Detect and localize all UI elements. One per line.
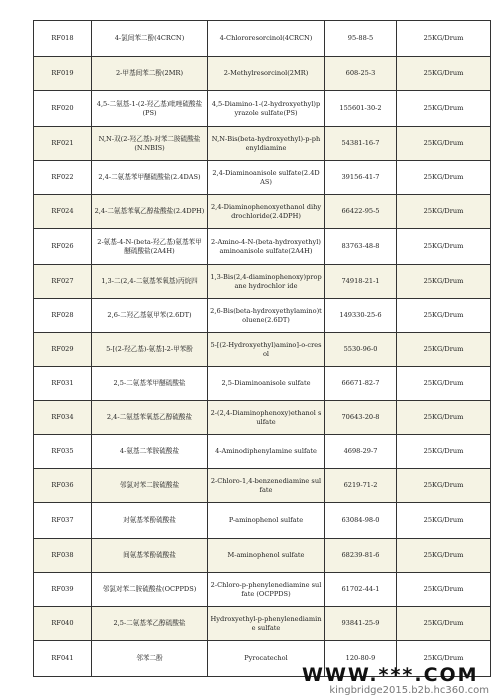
table-row [34, 195, 491, 229]
product-code-cell: RF018 [34, 21, 92, 57]
chinese-name-cell: 邻氯对苯二胺硫酸盐 [92, 469, 208, 503]
product-table [33, 20, 491, 677]
watermark-text: WWW.***.COM [302, 664, 479, 686]
table-row [34, 573, 491, 607]
cas-number-cell: 120-80-9 [325, 641, 397, 677]
english-name-cell: 2-Chloro-1,4-benzenediamine sulfate [208, 469, 325, 503]
product-sheet [33, 20, 465, 677]
english-name-cell: N,N-Bis(beta-hydroxyethyl)-p-phenyldiamine [208, 127, 325, 161]
chinese-name-cell: 2-氨基-4-N-(beta-羟乙基)氨基苯甲醚硫酸盐(2A4H) [92, 229, 208, 265]
english-name-cell: 2,4-Diaminoanisole sulfate(2.4DAS) [208, 161, 325, 195]
packaging-cell: 25KG/Drum [397, 161, 491, 195]
english-name-cell: Pyrocatechol [208, 641, 325, 677]
chinese-name-cell: 2,6-二羟乙基氨甲苯(2.6DT) [92, 299, 208, 333]
packaging-cell: 25KG/Drum [397, 195, 491, 229]
product-code-cell: RF020 [34, 91, 92, 127]
english-name-cell: 4-Chlororesorcinol(4CRCN) [208, 21, 325, 57]
chinese-name-cell: 2,4-二氨基苯氧基乙醇硫酸盐 [92, 401, 208, 435]
cas-number-cell: 66422-95-5 [325, 195, 397, 229]
product-code-cell: RF019 [34, 57, 92, 91]
chinese-name-cell: 对氨基苯酚硫酸盐 [92, 503, 208, 539]
product-code-cell: RF029 [34, 333, 92, 367]
source-url: kingbridge2015.b2b.hc360.com [329, 685, 489, 696]
chinese-name-cell: 4,5-二氨基-1-(2-羟乙基)吡唑硫酸盐(PS) [92, 91, 208, 127]
packaging-cell: 25KG/Drum [397, 539, 491, 573]
packaging-cell: 25KG/Drum [397, 21, 491, 57]
english-name-cell: 2,6-Bis(beta-hydroxyethylamino)toluene(2.6DT) [208, 299, 325, 333]
product-code-cell: RF040 [34, 607, 92, 641]
cas-number-cell: 39156-41-7 [325, 161, 397, 195]
table-row [34, 91, 491, 127]
english-name-cell: P-aminophenol sulfate [208, 503, 325, 539]
cas-number-cell: 4698-29-7 [325, 435, 397, 469]
cas-number-cell: 6219-71-2 [325, 469, 397, 503]
table-row [34, 299, 491, 333]
table-row [34, 401, 491, 435]
table-row [34, 21, 491, 57]
packaging-cell: 25KG/Drum [397, 435, 491, 469]
table-row [34, 435, 491, 469]
cas-number-cell: 66671-82-7 [325, 367, 397, 401]
chinese-name-cell: 2,5-二氨基苯甲醚硫酸盐 [92, 367, 208, 401]
packaging-cell: 25KG/Drum [397, 57, 491, 91]
product-code-cell: RF039 [34, 573, 92, 607]
product-code-cell: RF024 [34, 195, 92, 229]
table-row [34, 57, 491, 91]
packaging-cell: 25KG/Drum [397, 503, 491, 539]
cas-number-cell: 63084-98-0 [325, 503, 397, 539]
chinese-name-cell: 2,5-二氨基苯乙醇硫酸盐 [92, 607, 208, 641]
product-code-cell: RF035 [34, 435, 92, 469]
cas-number-cell: 54381-16-7 [325, 127, 397, 161]
table-row [34, 229, 491, 265]
chinese-name-cell: N,N-双(2-羟乙基)-对苯二胺硫酸盐(N.NBIS) [92, 127, 208, 161]
cas-number-cell: 70643-20-8 [325, 401, 397, 435]
table-row [34, 469, 491, 503]
chinese-name-cell: 2,4-二氨基苯甲醚硫酸盐(2.4DAS) [92, 161, 208, 195]
english-name-cell: Hydroxyethyl-p-phenylenediamine sulfate [208, 607, 325, 641]
packaging-cell: 25KG/Drum [397, 469, 491, 503]
product-code-cell: RF027 [34, 265, 92, 299]
cas-number-cell: 149330-25-6 [325, 299, 397, 333]
packaging-cell: 25KG/Drum [397, 573, 491, 607]
english-name-cell: 5-[(2-Hydroxyethyl)amino]-o-cresol [208, 333, 325, 367]
product-code-cell: RF026 [34, 229, 92, 265]
cas-number-cell: 83763-48-8 [325, 229, 397, 265]
cas-number-cell: 93841-25-9 [325, 607, 397, 641]
packaging-cell: 25KG/Drum [397, 607, 491, 641]
packaging-cell: 25KG/Drum [397, 333, 491, 367]
english-name-cell: 2-Methylresorcinol(2MR) [208, 57, 325, 91]
cas-number-cell: 74918-21-1 [325, 265, 397, 299]
table-row [34, 161, 491, 195]
cas-number-cell: 5530-96-0 [325, 333, 397, 367]
english-name-cell: 2-Chloro-p-phenylenediamine sulfate (OCPPDS) [208, 573, 325, 607]
table-row [34, 539, 491, 573]
chinese-name-cell: 间氨基苯酚硫酸盐 [92, 539, 208, 573]
english-name-cell: 2,5-Diaminoanisole sulfate [208, 367, 325, 401]
chinese-name-cell: 4-氯间苯二酚(4CRCN) [92, 21, 208, 57]
product-code-cell: RF028 [34, 299, 92, 333]
table-row [34, 333, 491, 367]
cas-number-cell: 95-88-5 [325, 21, 397, 57]
product-code-cell: RF038 [34, 539, 92, 573]
product-table-body [34, 21, 491, 677]
packaging-cell: 25KG/Drum [397, 401, 491, 435]
product-code-cell: RF036 [34, 469, 92, 503]
product-code-cell: RF022 [34, 161, 92, 195]
english-name-cell: 2-(2,4-Diaminophenoxy)ethanol sulfate [208, 401, 325, 435]
table-row [34, 127, 491, 161]
cas-number-cell: 61702-44-1 [325, 573, 397, 607]
packaging-cell: 25KG/Drum [397, 91, 491, 127]
english-name-cell: M-aminophenol sulfate [208, 539, 325, 573]
chinese-name-cell: 5-[(2-羟乙基)-氨基]-2-甲苯酚 [92, 333, 208, 367]
product-code-cell: RF037 [34, 503, 92, 539]
chinese-name-cell: 邻氯对苯二胺硫酸盐(OCPPDS) [92, 573, 208, 607]
english-name-cell: 4,5-Diamino-1-(2-hydroxyethyl)pyrazole sulfate(PS) [208, 91, 325, 127]
table-row [34, 607, 491, 641]
table-row [34, 265, 491, 299]
packaging-cell: 25KG/Drum [397, 299, 491, 333]
chinese-name-cell: 邻苯二酚 [92, 641, 208, 677]
chinese-name-cell: 1,3-二(2,4-二氨基苯氧基)丙烷四 [92, 265, 208, 299]
cas-number-cell: 155601-30-2 [325, 91, 397, 127]
product-code-cell: RF021 [34, 127, 92, 161]
packaging-cell: 25KG/Drum [397, 367, 491, 401]
product-code-cell: RF034 [34, 401, 92, 435]
cas-number-cell: 68239-81-6 [325, 539, 397, 573]
product-code-cell: RF041 [34, 641, 92, 677]
english-name-cell: 4-Aminodiphenylamine sulfate [208, 435, 325, 469]
english-name-cell: 2-Amino-4-N-(beta-hydroxyethyl)aminoanisole sulfate(2A4H) [208, 229, 325, 265]
packaging-cell: 25KG/Drum [397, 265, 491, 299]
chinese-name-cell: 2,4-二氨基苯氧乙醇盐酸盐(2.4DPH) [92, 195, 208, 229]
chinese-name-cell: 4-氨基二苯胺硫酸盐 [92, 435, 208, 469]
table-row [34, 503, 491, 539]
table-row [34, 367, 491, 401]
packaging-cell: 25KG/Drum [397, 641, 491, 677]
product-code-cell: RF031 [34, 367, 92, 401]
english-name-cell: 1,3-Bis(2,4-diaminophenoxy)propane hydrochlor ide [208, 265, 325, 299]
packaging-cell: 25KG/Drum [397, 229, 491, 265]
chinese-name-cell: 2-甲基间苯二酚(2MR) [92, 57, 208, 91]
packaging-cell: 25KG/Drum [397, 127, 491, 161]
cas-number-cell: 608-25-3 [325, 57, 397, 91]
english-name-cell: 2,4-Diaminophenoxyethanol dihydrochloride(2.4DPH) [208, 195, 325, 229]
